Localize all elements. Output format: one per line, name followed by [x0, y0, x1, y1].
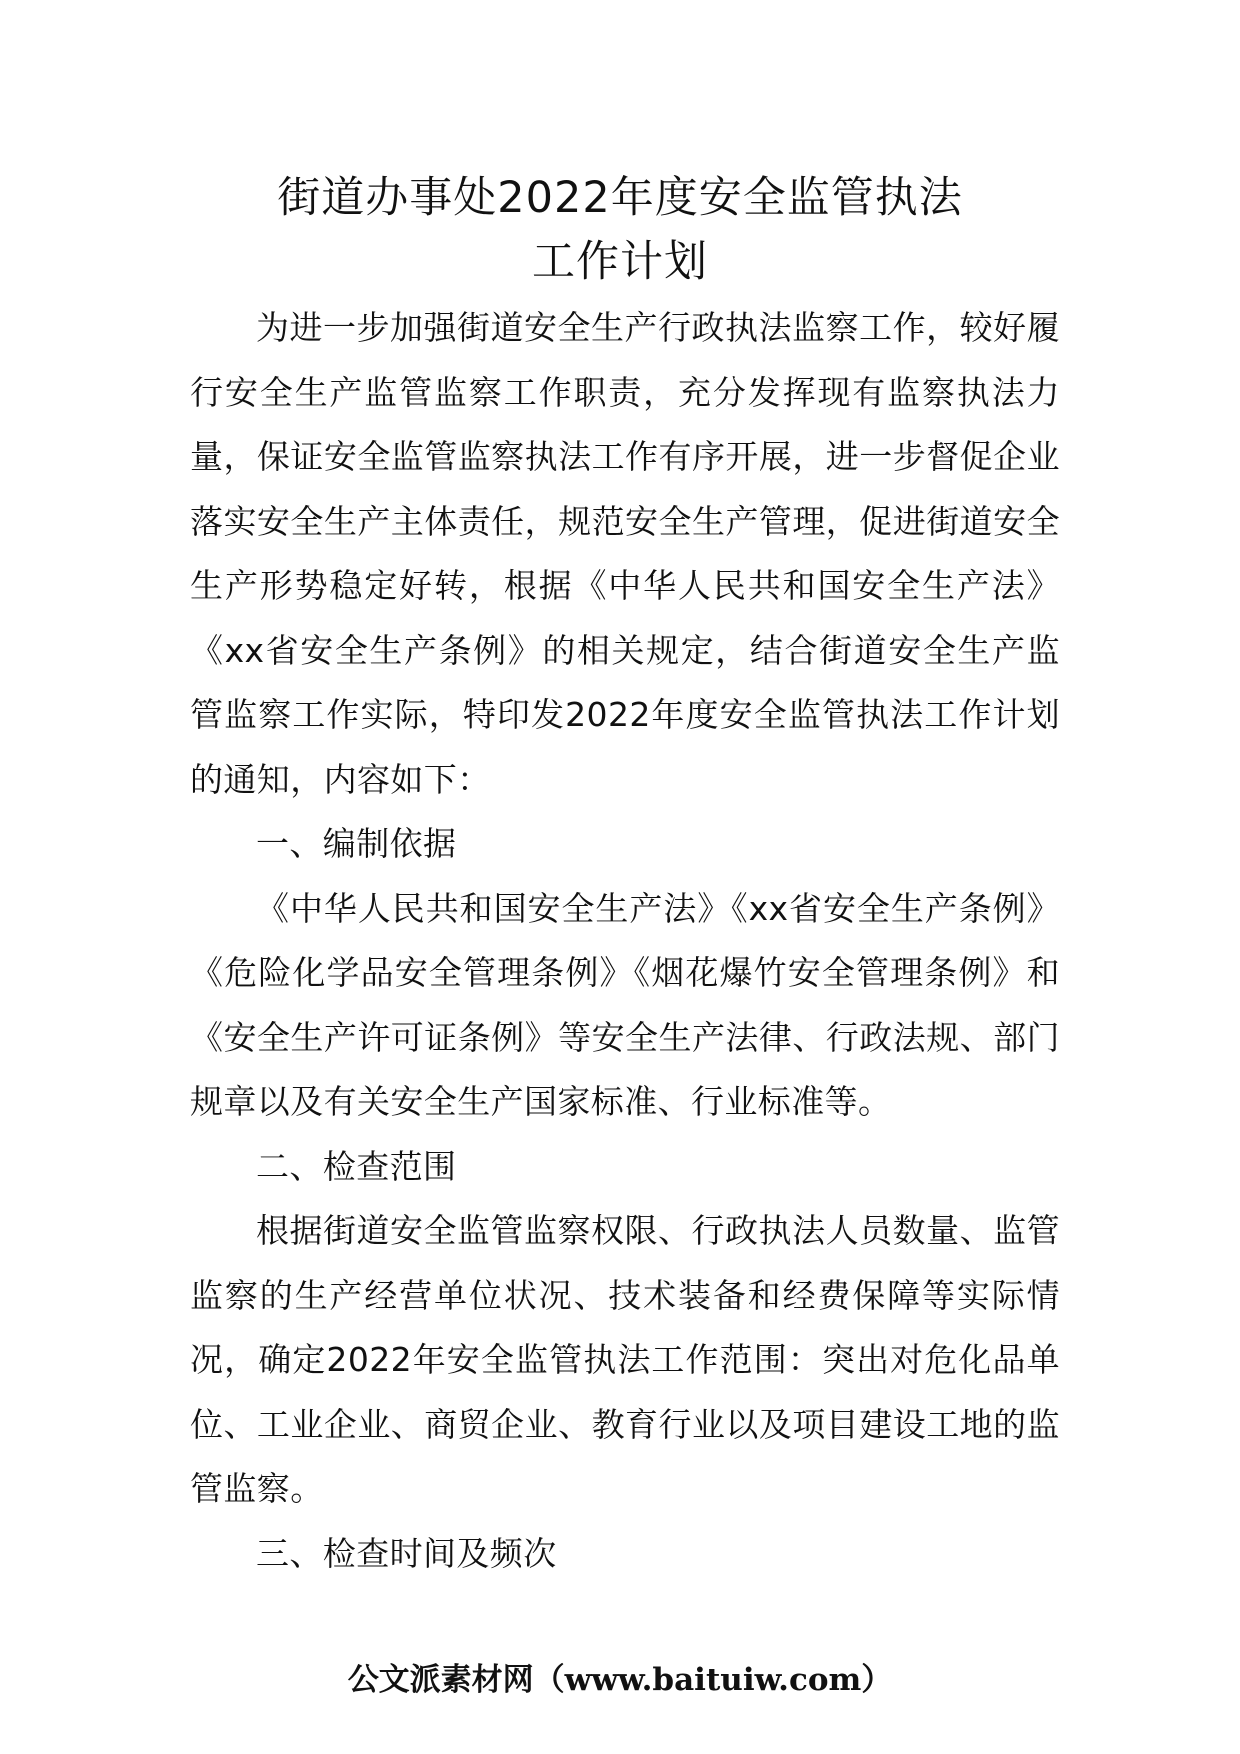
- section-heading-1: 一、编制依据: [256, 824, 457, 863]
- section-heading-3: 三、检查时间及频次: [256, 1533, 557, 1573]
- intro-paragraph: 为进一步加强街道安全生产行政执法监察工作，较好履行安全生产监管监察工作职责，充分发挥现有监察执法力量，保证安全监管监察执法工作有序开展，进一步督促企业落实安全生产主体责任，规范安全生产管理，促进街道安全生产形势稳定好转，根据《中华人民共和国安全生产法》《xx省安全生产条例》的相关规定，结合街道安全生产监管监察工作实际，特印发2022年度安全监管执法工作计划的通知，内容如下：: [190, 308, 1060, 799]
- document-title-line-1: 街道办事处2022年度安全监管执法: [277, 173, 963, 223]
- document-body: [190, 296, 1060, 1586]
- section-1-paragraph: 《中华人民共和国安全生产法》《xx省安全生产条例》《危险化学品安全管理条例》《烟花爆竹安全管理条例》和《安全生产许可证条例》等安全生产法律、行政法规、部门规章以及有关安全生产国家标准、行业标准等。: [190, 888, 1060, 1121]
- footer-watermark: 公文派素材网（www.baituiw.com）: [347, 1662, 893, 1698]
- section-2-paragraph: 根据街道安全监管监察权限、行政执法人员数量、监管监察的生产经营单位状况、技术装备和经费保障等实际情况，确定2022年安全监管执法工作范围：突出对危化品单位、工业企业、商贸企业、教育行业以及项目建设工地的监管监察。: [190, 1211, 1060, 1508]
- document-title-line-2: 工作计划: [532, 237, 708, 287]
- section-heading-2: 二、检查范围: [256, 1146, 457, 1186]
